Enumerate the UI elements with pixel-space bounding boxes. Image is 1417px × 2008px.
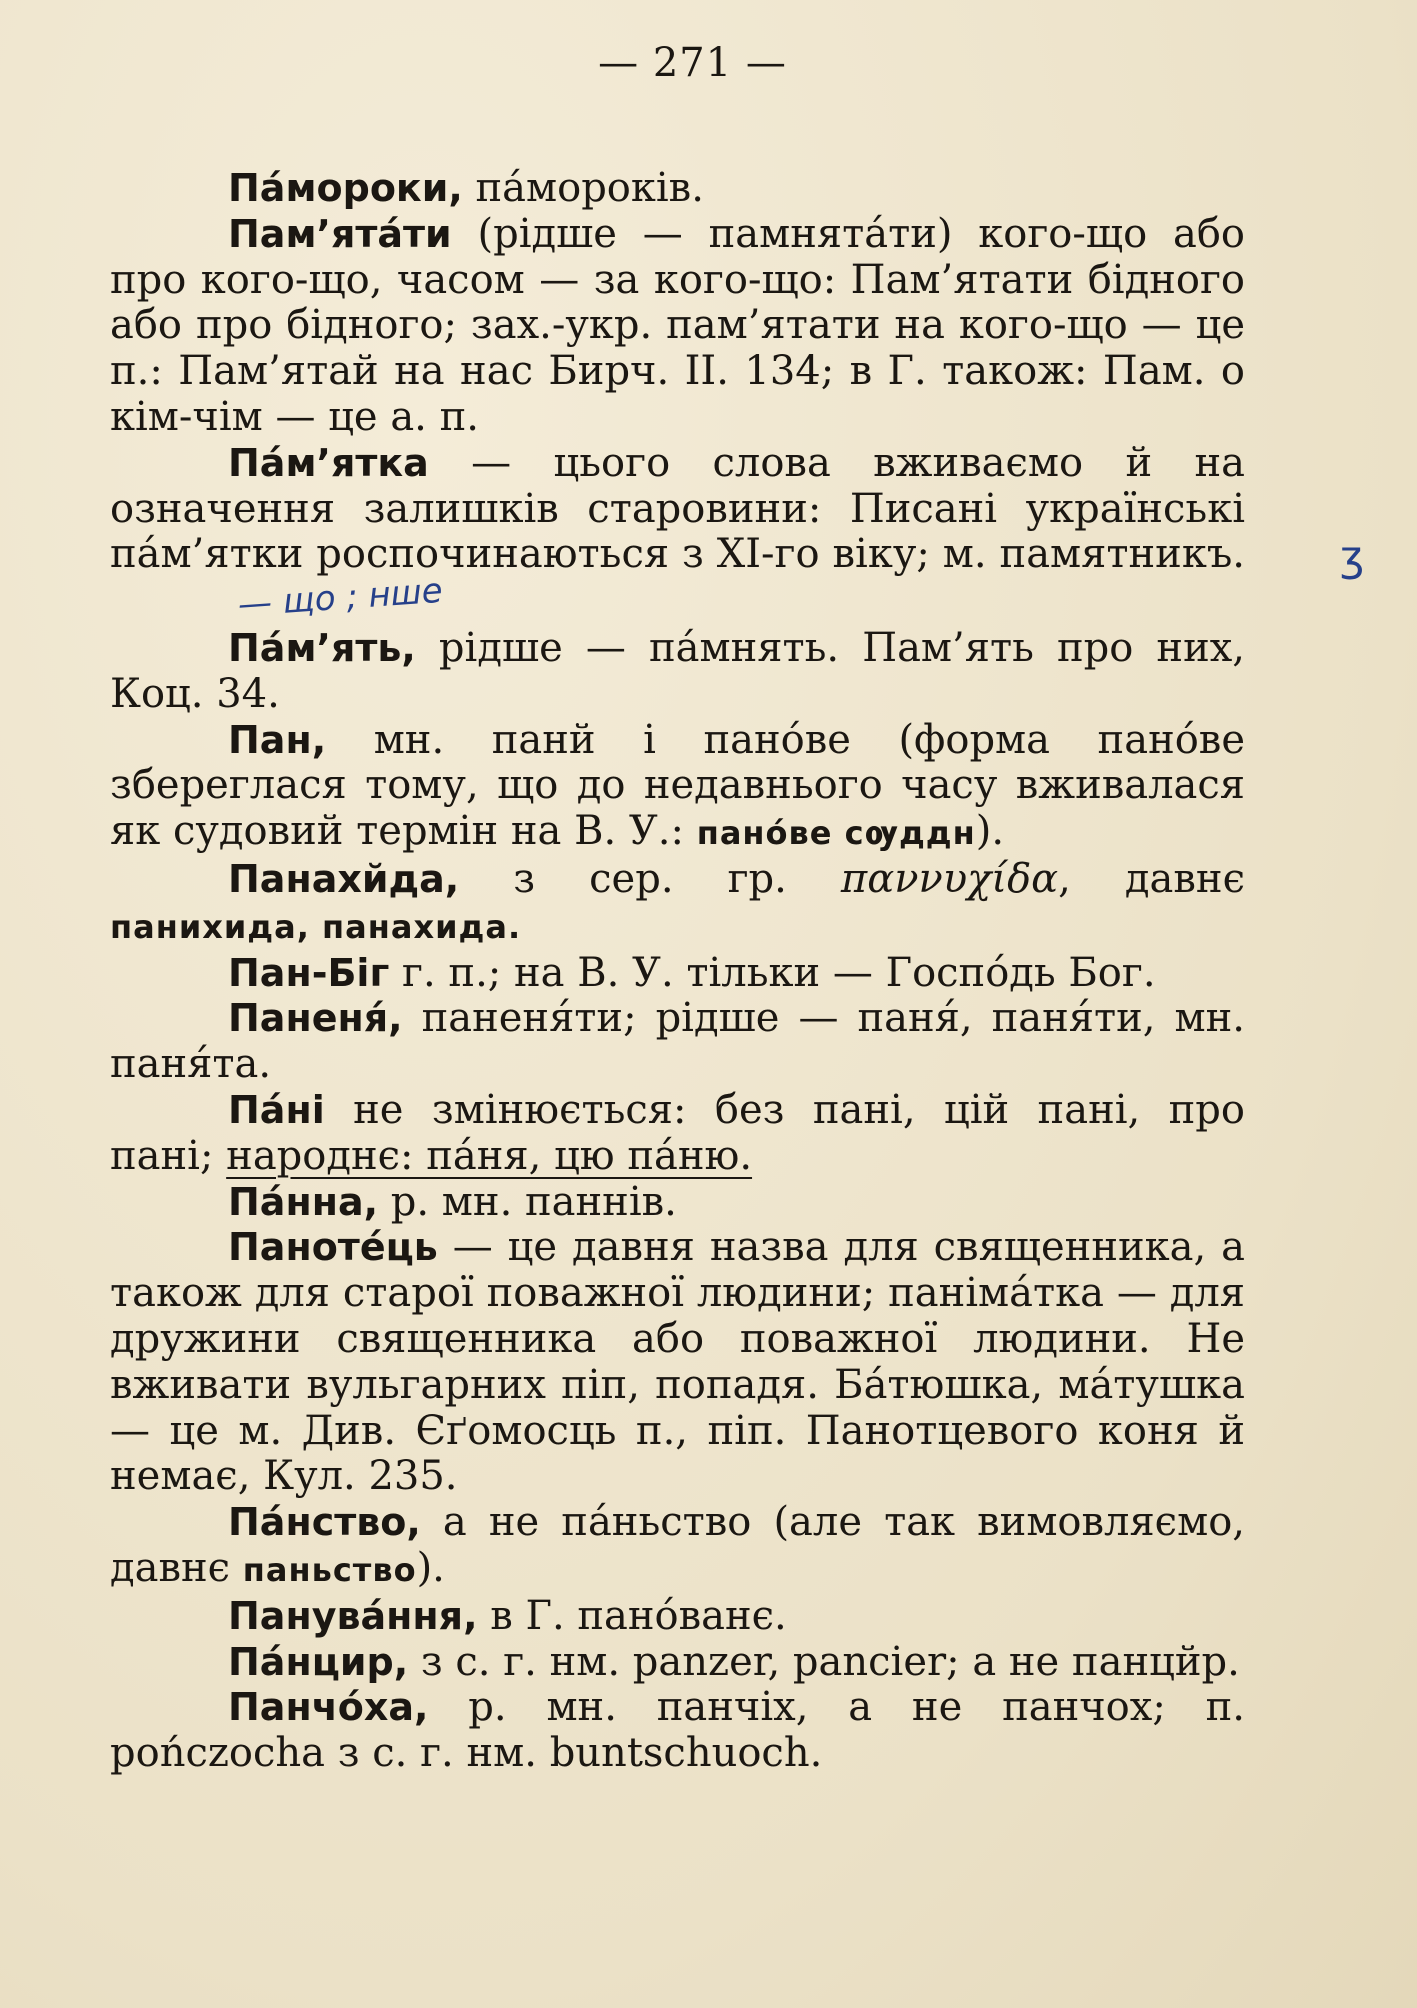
entry-panna: Пáнна, р. мн. паннів. bbox=[228, 1178, 677, 1225]
entry-pani: Пáні не змінюється: без пані, цій пані, про пані; народнє: пáня, цю пáню. bbox=[110, 1086, 1245, 1179]
entry-panstvo: Пáнство, а не пáньство (але так вимовляємо, давнє паньство). bbox=[110, 1499, 1245, 1591]
dictionary-page bbox=[110, 40, 1245, 1777]
entry-pamiat: Пáм’ять, рідше — пáмнять. Пам’ять про них, Коц. 34. bbox=[110, 624, 1245, 717]
page-number: — 271 — bbox=[598, 40, 787, 86]
entry-panenia: Паненя́, паненя́ти; рідше — паня́, паня́ти, мн. паня́та. bbox=[110, 995, 1245, 1088]
entry-panchokha: Панчóха, р. мн. панчіх, а не панчох; п. pończocha з с. г. нм. buntschuoch. bbox=[110, 1684, 1245, 1777]
entry-panakhyda: Панахйда, з сер. гр. παννυχίδα, давнє панихида, панахида. bbox=[110, 855, 1245, 946]
entry-pan-bih: Пан-Біг г. п.; на В. У. тільки — Госпóдь Бог. bbox=[228, 949, 1156, 996]
entry-pamiatka: Пáм’ятка — цього слова вживаємо й на означення залишків старовини: Писані українські пáм’ятки роспочинаються з XI-го віку; м. памятникъ.— що ; нше bbox=[110, 441, 1245, 626]
margin-mark: ʒ bbox=[1340, 532, 1365, 581]
entry-pamoroky: Пáмороки, пáмороків. bbox=[228, 165, 704, 211]
entry-pantsyr: Пáнцир, з с. г. нм. panzer, pancier; а не панцйр. bbox=[228, 1638, 1240, 1685]
entry-pan: Пан, мн. панй і панóве (форма панóве збереглася тому, що до недавнього часу вживалася як судовий термін на В. У.: панóве сѹддн). bbox=[110, 716, 1245, 855]
entry-panotets: Панотéць — це давня назва для священника, а також для старої поважної людини; панімáтка — для дружини священника або поважної людини. Не вживати вульгарних піп, попадя. Бáтюшка, мáтушка — це м. Див. Єґомосць п., піп. Панотцевого коня й немає, Кул. 235. bbox=[110, 1224, 1245, 1500]
entry-panuvannia: Панувáння, в Г. панóванє. bbox=[228, 1592, 787, 1639]
entry-pamiatati: Пам’ятáти (рідше — памнятáти) кого-що або про кого-що, часом — за кого-що: Пам’ятати бідного або про бідного; зах.-укр. пам’ятати на кого-що — це п.: Пам’ятай на нас Бирч. II. 134; в Г. також: Пам. о кім-чім — це а. п. bbox=[110, 210, 1245, 440]
handwritten-note: — що ; нше bbox=[236, 570, 444, 626]
